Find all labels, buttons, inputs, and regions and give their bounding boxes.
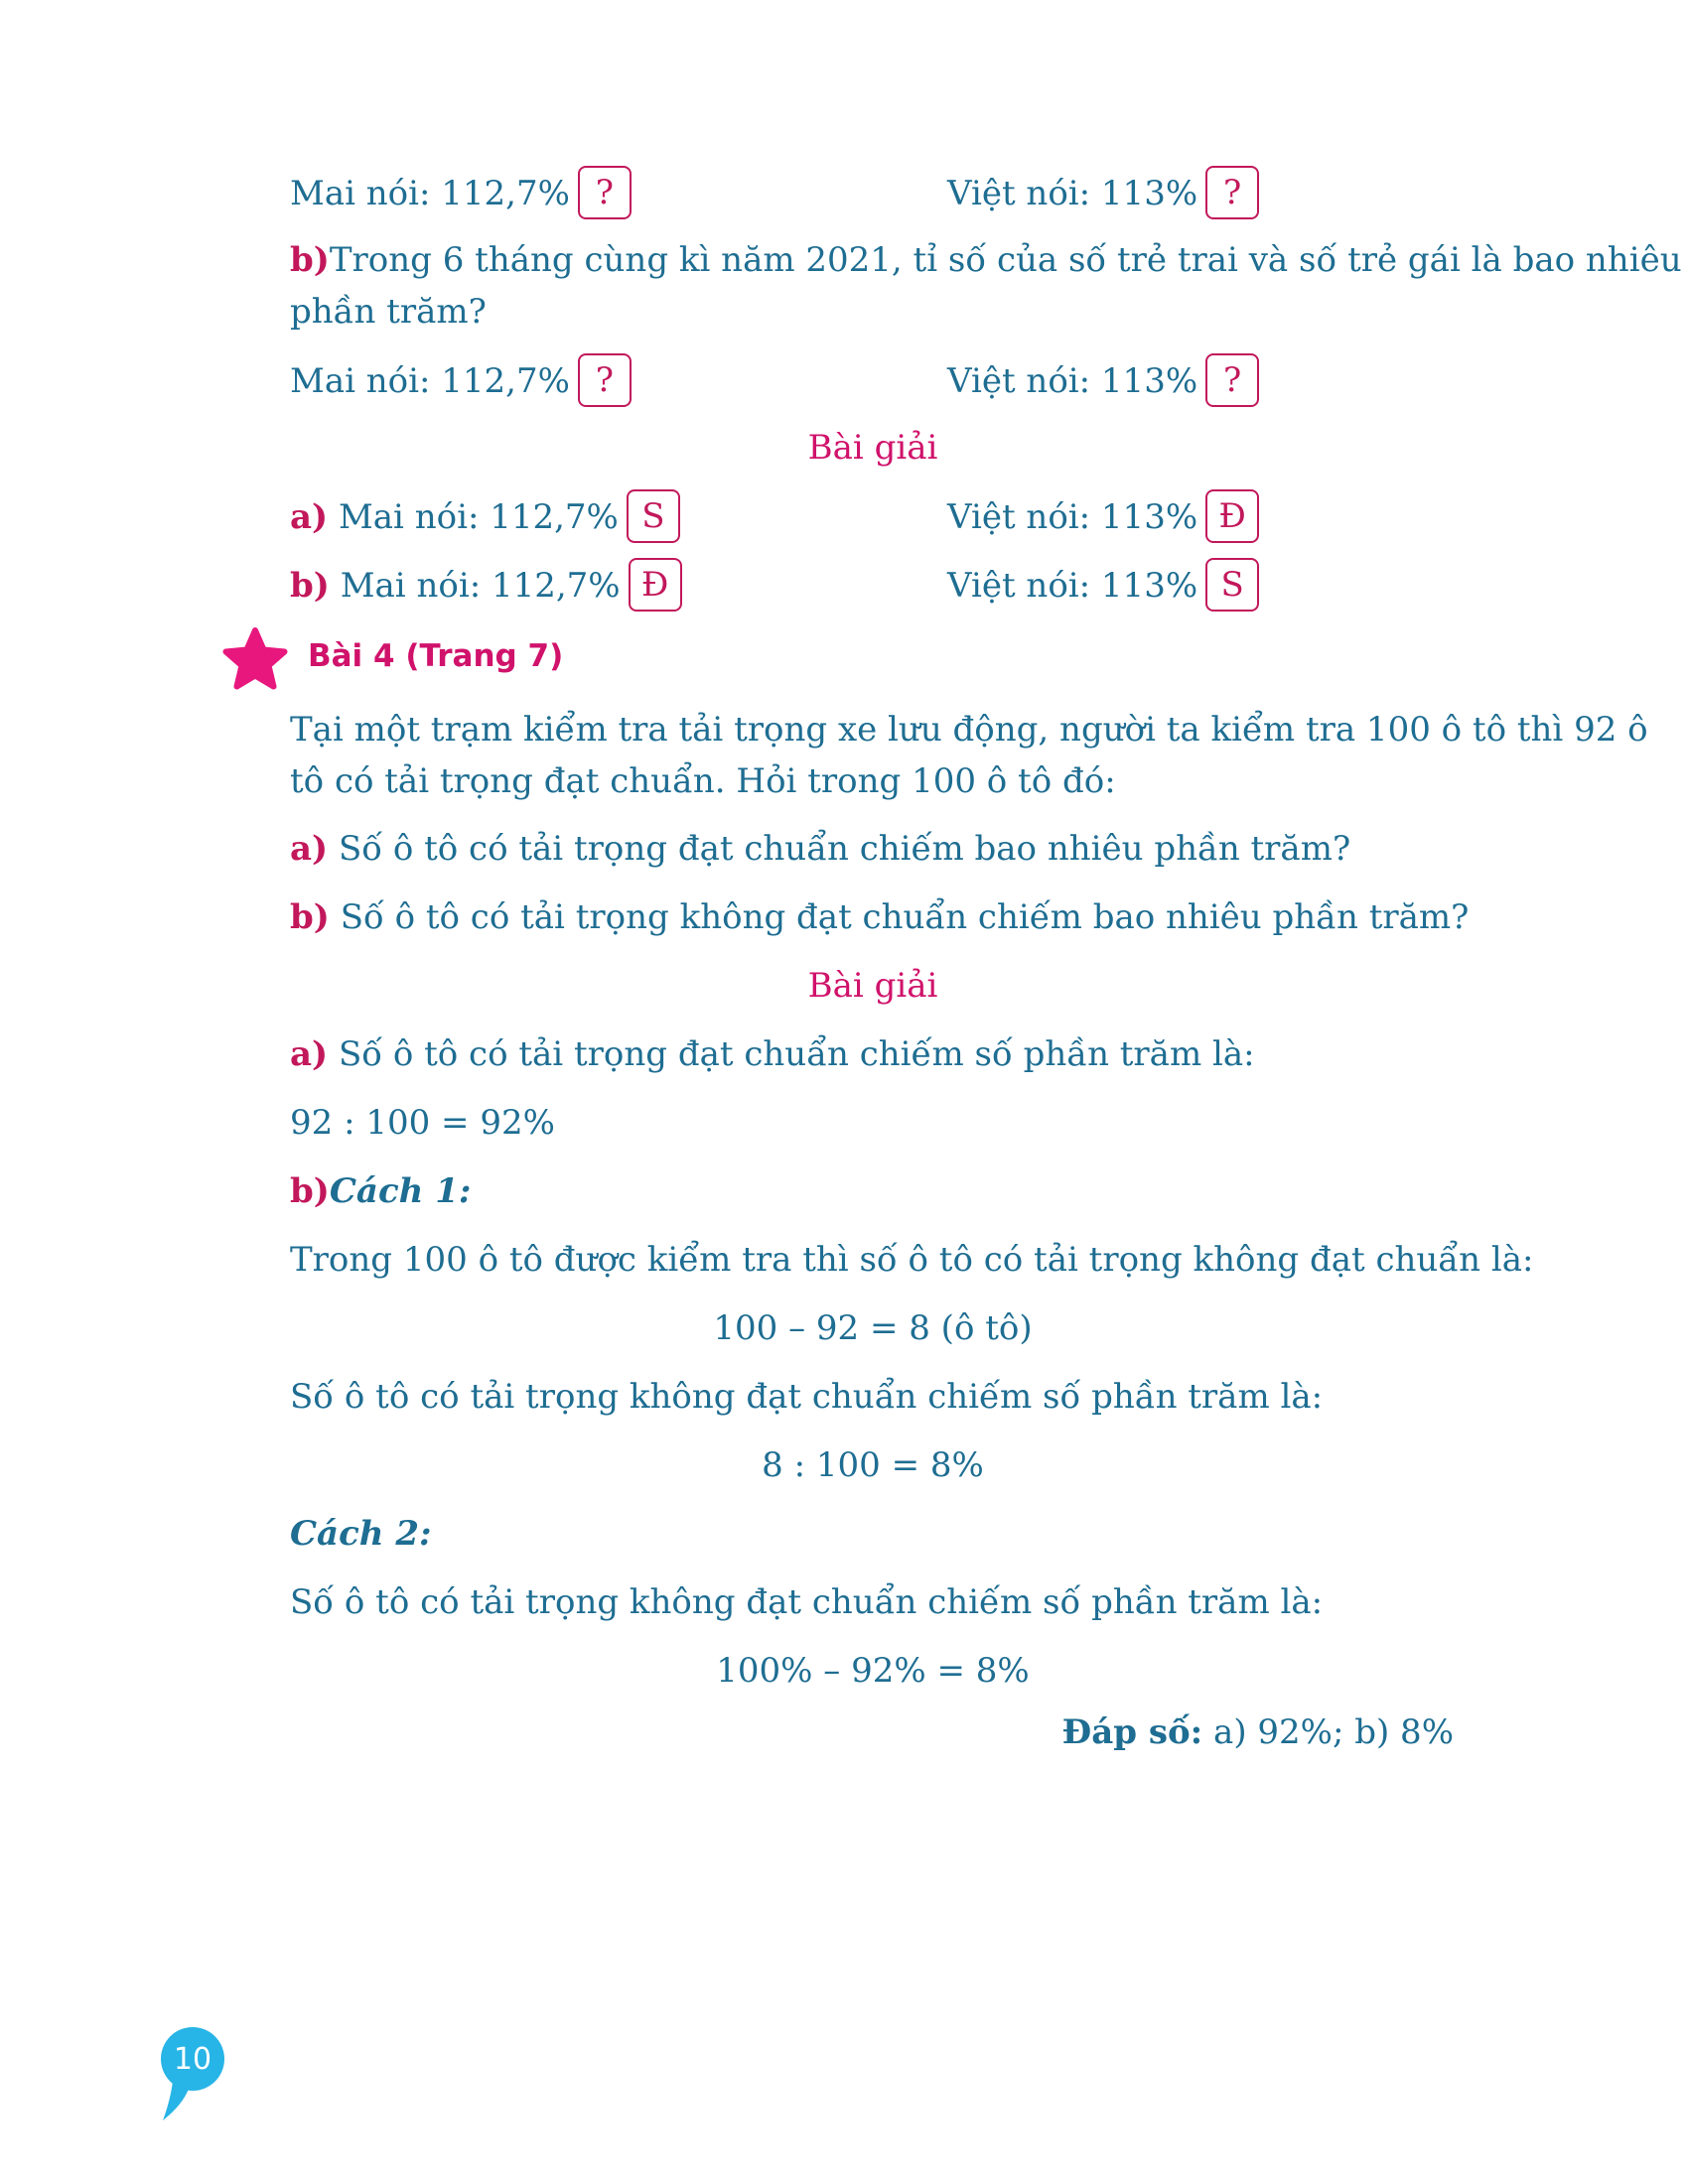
q3-b-text-1: Trong 6 tháng cùng kì năm 2021, tỉ số của số trẻ trai và số trẻ gái là bao nhiêu bbox=[329, 240, 1682, 280]
q3-a-viet-text: Việt nói: 113% bbox=[947, 174, 1198, 213]
q3-a-mai-answer-box[interactable]: ? bbox=[578, 166, 632, 219]
q4-b-question bbox=[290, 894, 1469, 940]
q3-sol-b-viet-box: S bbox=[1205, 558, 1259, 612]
q3-solution-heading: Bài giải bbox=[807, 428, 938, 468]
q3-sol-b-viet-line bbox=[947, 561, 1259, 614]
q3-sol-a-label: a) bbox=[290, 497, 329, 537]
q3-sol-a-mai-text: Mai nói: 112,7% bbox=[338, 497, 619, 537]
answer-value: a) 92%; b) 8% bbox=[1213, 1712, 1454, 1752]
q3-sol-a-viet-box: Đ bbox=[1205, 489, 1259, 543]
q3-b-mai-line bbox=[290, 356, 632, 410]
q4-b-text: Số ô tô có tải trọng không đạt chuẩn chiếm bao nhiêu phần trăm? bbox=[340, 897, 1470, 937]
q4-sol-a-calc: 92 : 100 = 92% bbox=[290, 1103, 555, 1143]
q4-m2-line1: Số ô tô có tải trọng không đạt chuẩn chiếm số phần trăm là: bbox=[290, 1582, 1324, 1622]
q4-m2-calc: 100% – 92% = 8% bbox=[716, 1651, 1030, 1691]
q3-b-mai-text: Mai nói: 112,7% bbox=[290, 361, 570, 401]
star-icon bbox=[222, 627, 288, 693]
q3-sol-b-label: b) bbox=[290, 566, 330, 606]
q3-b-viet-text: Việt nói: 113% bbox=[947, 361, 1198, 401]
q3-a-viet-answer-box[interactable]: ? bbox=[1205, 166, 1259, 219]
q3-b-mai-answer-box[interactable]: ? bbox=[578, 353, 632, 407]
q4-method1-label: Cách 1: bbox=[329, 1171, 472, 1211]
q4-sol-b-line bbox=[290, 1168, 471, 1214]
q3-b-text-2: phần trăm? bbox=[290, 292, 487, 332]
q3-b-viet-line bbox=[947, 356, 1259, 410]
q4-b-label: b) bbox=[290, 897, 330, 937]
q4-sol-a-line bbox=[290, 1031, 1255, 1077]
answer-label: Đáp số: bbox=[1061, 1712, 1203, 1752]
q4-method2-label: Cách 2: bbox=[290, 1514, 432, 1554]
page-number: 10 bbox=[173, 2042, 212, 2077]
q3-sol-a-mai-box: S bbox=[627, 489, 680, 543]
q3-sol-a-mai-line bbox=[290, 492, 680, 546]
q4-solution-heading: Bài giải bbox=[807, 966, 938, 1006]
q3-a-mai-line bbox=[290, 169, 632, 222]
q3-b-question-line2 bbox=[290, 289, 487, 335]
q3-sol-a-viet-line bbox=[947, 492, 1259, 546]
q4-m1-line2: Số ô tô có tải trọng không đạt chuẩn chiếm số phần trăm là: bbox=[290, 1377, 1324, 1417]
q4-m1-line1: Trong 100 ô tô được kiểm tra thì số ô tô có tải trọng không đạt chuẩn là: bbox=[290, 1240, 1534, 1280]
q3-sol-b-mai-line bbox=[290, 561, 682, 614]
q3-sol-a-viet-text: Việt nói: 113% bbox=[947, 497, 1198, 537]
q3-a-mai-text: Mai nói: 112,7% bbox=[290, 174, 570, 213]
q4-sol-a-label: a) bbox=[290, 1034, 329, 1074]
q3-b-label: b) bbox=[290, 240, 330, 280]
q3-sol-b-mai-text: Mai nói: 112,7% bbox=[340, 566, 621, 606]
q4-a-question bbox=[290, 826, 1350, 872]
q3-a-viet-line bbox=[947, 169, 1259, 222]
q4-a-text: Số ô tô có tải trọng đạt chuẩn chiếm bao nhiêu phần trăm? bbox=[338, 829, 1351, 869]
final-answer bbox=[1062, 1712, 1455, 1752]
q4-m1-calc2: 8 : 100 = 8% bbox=[762, 1445, 984, 1485]
q3-b-viet-answer-box[interactable]: ? bbox=[1205, 353, 1259, 407]
q4-sol-a-text: Số ô tô có tải trọng đạt chuẩn chiếm số phần trăm là: bbox=[338, 1034, 1255, 1074]
exercise-4-title: Bài 4 (Trang 7) bbox=[308, 638, 564, 674]
q3-sol-b-viet-text: Việt nói: 113% bbox=[947, 566, 1198, 606]
q4-sol-b-label: b) bbox=[290, 1171, 330, 1211]
q4-intro-line2: tô có tải trọng đạt chuẩn. Hỏi trong 100 ô tô đó: bbox=[290, 761, 1116, 801]
q4-intro-line1: Tại một trạm kiểm tra tải trọng xe lưu động, người ta kiểm tra 100 ô tô thì 92 ô bbox=[290, 710, 1648, 750]
q4-m1-calc1: 100 – 92 = 8 (ô tô) bbox=[713, 1308, 1033, 1348]
q3-b-question-line1 bbox=[290, 237, 1682, 283]
q4-a-label: a) bbox=[290, 829, 329, 869]
q3-sol-b-mai-box: Đ bbox=[629, 558, 682, 612]
